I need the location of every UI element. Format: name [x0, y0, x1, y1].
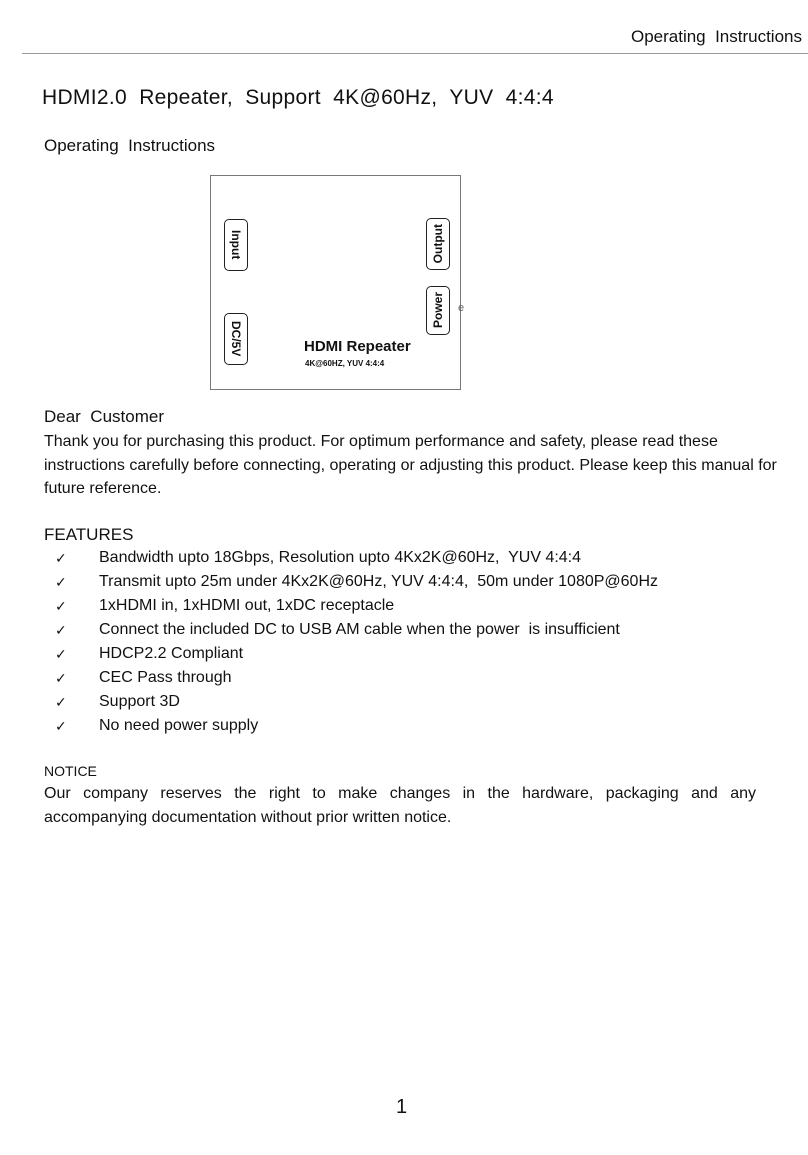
device-illustration [210, 175, 465, 390]
feature-text: HDCP2.2 Compliant [99, 645, 244, 662]
output-port-label [426, 218, 450, 270]
device-spec: 4K@60HZ, YUV 4:4:4 [305, 359, 385, 368]
output-port-text: Output [431, 224, 445, 264]
feature-text: No need power supply [99, 717, 259, 734]
device-name: HDMI Repeater [304, 338, 411, 355]
device-edge-mark: e [458, 302, 465, 314]
section-heading: Operating Instructions [44, 136, 216, 155]
notice-paragraph: Our company reserves the right to make changes in the hardware, packaging and any accompanying documentation without prior written notice. [44, 785, 756, 826]
greeting: Dear Customer [44, 407, 164, 426]
power-port-text: Power [431, 292, 445, 329]
check-icon: ✓ [55, 646, 67, 662]
dc-port-text: DC/5V [229, 321, 243, 357]
dc-port-label [224, 313, 248, 365]
notice-heading: NOTICE [44, 763, 97, 779]
running-header: Operating Instructions [630, 27, 802, 46]
feature-text: Bandwidth upto 18Gbps, Resolution upto 4Kx2K@60Hz, YUV 4:4:4 [99, 549, 582, 566]
header-divider [22, 53, 808, 54]
check-icon: ✓ [55, 694, 67, 710]
input-port-label [224, 219, 248, 271]
check-icon: ✓ [55, 598, 67, 614]
power-port-label [426, 286, 450, 335]
check-icon: ✓ [55, 550, 67, 566]
features-heading: FEATURES [44, 525, 134, 544]
intro-paragraph: Thank you for purchasing this product. For optimum performance and safety, please read these instructions carefully before connecting, operating or adjusting this product. Please keep this manual for future reference. [44, 433, 777, 497]
page-number: 1 [396, 1096, 408, 1118]
document-title: HDMI2.0 Repeater, Support 4K@60Hz, YUV 4:4:4 [42, 86, 554, 109]
check-icon: ✓ [55, 718, 67, 734]
feature-text: 1xHDMI in, 1xHDMI out, 1xDC receptacle [99, 597, 395, 614]
feature-text: Support 3D [99, 693, 180, 710]
check-icon: ✓ [55, 622, 67, 638]
check-icon: ✓ [55, 670, 67, 686]
input-port-text: Input [229, 230, 243, 260]
feature-text: Connect the included DC to USB AM cable when the power is insufficient [99, 621, 620, 638]
feature-text: Transmit upto 25m under 4Kx2K@60Hz, YUV 4:4:4, 50m under 1080P@60Hz [99, 573, 658, 590]
check-icon: ✓ [55, 574, 67, 590]
feature-text: CEC Pass through [99, 669, 232, 686]
